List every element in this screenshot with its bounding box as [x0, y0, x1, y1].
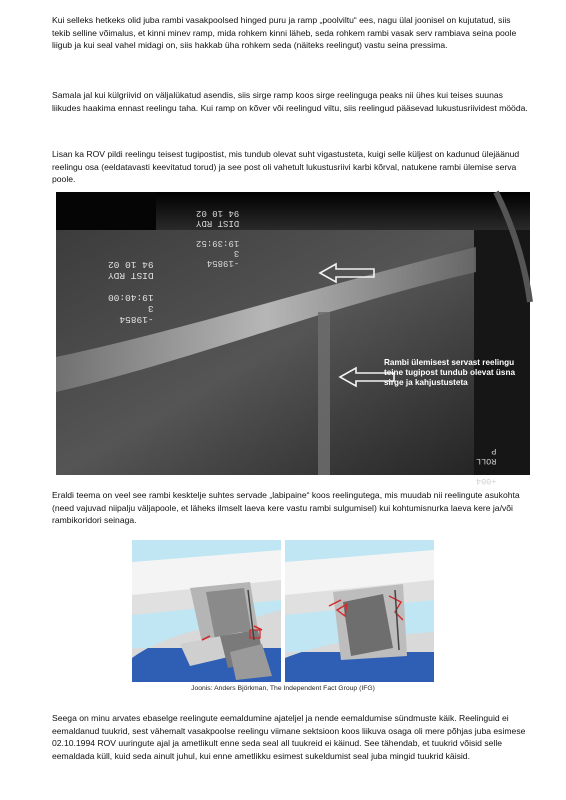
overlay-top-channel: 3	[233, 248, 240, 258]
overlay-main-distance: -19854	[119, 314, 154, 325]
ramp-diagram-figure	[132, 540, 434, 682]
overlay-main-time: 19:40:00	[108, 292, 154, 303]
rov-corner-text	[476, 436, 517, 496]
overlay-top-status: DIST RDY	[196, 218, 240, 228]
overlay-top-distance: -19854	[206, 258, 240, 268]
corner-p: P	[491, 446, 497, 456]
overlay-top-time: 19:39:52	[196, 238, 240, 248]
ramp-diagram-right	[285, 540, 434, 682]
rov-overlay-top	[196, 198, 261, 278]
overlay-top-date: 94 10 02	[196, 208, 240, 218]
paragraph-bending: Eraldi teema on veel see rambi kesktelje suhtes servade „labipaine“ koos reelingutega, mis muudab nii reelingute asukohta (need vajuvad niipalju väljapoole, et läheks ilmselt laeva kere vastu rambi sulgumisel) kui kohtumisnurka laeva kere ja/või rambikoridori seinaga.	[52, 490, 520, 525]
overlay-main-status: DIST RDY	[108, 270, 154, 281]
overlay-main-channel: 3	[147, 303, 154, 314]
paragraph-rov-note: Lisan ka ROV pildi reelingu teisest tugipostist, mis tundub olevat suht vigastusteta, kuigi selle küljest on kadunud ülejäänud reelingu osa (eeldatavasti keevitatud torud) ja see post oli vahetult lukustusriivi karbi kõrval, natukene rambi ülemise serva poole.	[52, 149, 520, 184]
paragraph-side-bolts: Samala jal kui külgriivid on väljalükatud asendis, siis sirge ramp koos sirge reelinguga peaks nii ühes kui teises suunas liikudes haakima ennast reelingu taha. Kui ramp on kõver või reelingud viltu, siis reelingud pääsevad lukustusriividest mööda.	[52, 90, 528, 113]
left-arrow-icon	[318, 262, 376, 284]
figure-caption: Joonis: Anders Björkman, The Independent Fact Group (IFG)	[191, 685, 375, 692]
rov-photo	[56, 192, 530, 486]
overlay-main-date: 94 10 02	[108, 259, 154, 270]
corner-roll-value: +004	[476, 476, 497, 486]
ramp-diagram-left	[132, 540, 281, 682]
paragraph-conclusion: Seega on minu arvates ebaselge reelingute eemaldumine ajateljel ja nende eemaldumise sündmuste käik. Reelinguid ei eemaldanud tuukrid, sest vähemalt vasakpoolse reelingu viimane sektsioon koos liikuva osaga oli mere põhjas juba esimese 02.10.1994 ROV uuringute ajal ja ametlikult enne seda seal all tuukreid ei käinud. See tähendab, et tuukrid võisid selle eemaldada küll, kuid seda ainult juhul, kui enne ametlikku esimest sukeldumist seal juba mingid tuukrid käisid.	[52, 713, 526, 761]
rov-annotation: Rambi ülemisest servast reelingu teine tugipost tundub olevat üsna sirge ja kahjustusteta	[384, 358, 515, 387]
rov-overlay-main	[108, 248, 176, 336]
paragraph-intro: Kui selleks hetkeks olid juba rambi vasakpoolsed hinged puru ja ramp „poolviltu“ ees, nagu ülal joonisel on kujutatud, siis tekib selline võimalus, et kinni minev ramp, mida rohkem kinni läheb, seda rohkem rambi vasak serv rambiava seina poole liigub ja kui seal vahel midagi on, siis hakkab üha rohkem seda (näiteks reelingut) vastu seina pressima.	[52, 15, 517, 50]
corner-roll-label: ROLL	[476, 456, 497, 466]
